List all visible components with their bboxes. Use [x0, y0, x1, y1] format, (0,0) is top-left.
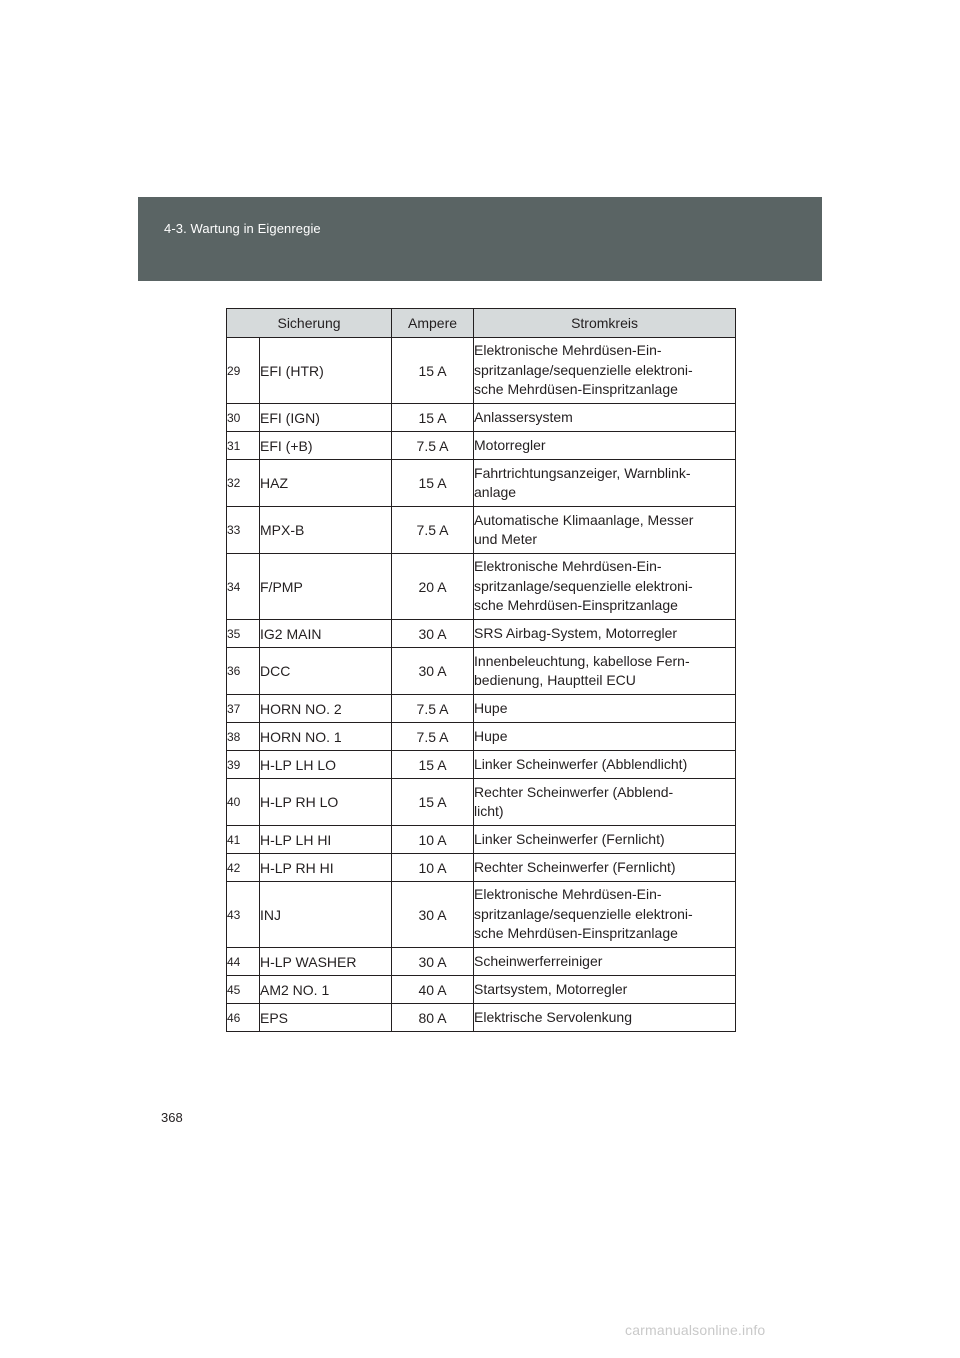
table-row	[227, 948, 736, 976]
fuse-name: AM2 NO. 1	[260, 976, 392, 1004]
section-title: 4-3. Wartung in Eigenregie	[164, 221, 321, 236]
fuse-number: 45	[227, 976, 260, 1004]
table-row	[227, 507, 736, 554]
fuse-number: 32	[227, 460, 260, 507]
ampere-value: 15 A	[392, 404, 474, 432]
ampere-value: 30 A	[392, 882, 474, 948]
fuse-name: HORN NO. 1	[260, 723, 392, 751]
column-header-fuse: Sicherung	[227, 309, 392, 338]
circuit-description: Automatische Klimaanlage, Messer und Meter	[474, 507, 736, 554]
circuit-description: Elektronische Mehrdüsen-Ein- spritzanlage/sequenzielle elektroni- sche Mehrdüsen-Einspritzanlage	[474, 338, 736, 404]
ampere-value: 30 A	[392, 648, 474, 695]
table-body	[227, 338, 736, 1032]
watermark: carmanualsonline.info	[625, 1322, 766, 1338]
circuit-description: Motorregler	[474, 432, 736, 460]
ampere-value: 15 A	[392, 338, 474, 404]
table-row	[227, 695, 736, 723]
ampere-value: 10 A	[392, 854, 474, 882]
ampere-value: 7.5 A	[392, 723, 474, 751]
ampere-value: 15 A	[392, 460, 474, 507]
fuse-number: 33	[227, 507, 260, 554]
fuse-table	[226, 308, 736, 1032]
ampere-value: 40 A	[392, 976, 474, 1004]
fuse-number: 35	[227, 620, 260, 648]
fuse-name: MPX-B	[260, 507, 392, 554]
fuse-number: 30	[227, 404, 260, 432]
ampere-value: 7.5 A	[392, 695, 474, 723]
section-header-band	[138, 197, 822, 281]
fuse-name: F/PMP	[260, 554, 392, 620]
table-row	[227, 460, 736, 507]
fuse-name: HAZ	[260, 460, 392, 507]
column-header-ampere: Ampere	[392, 309, 474, 338]
fuse-name: DCC	[260, 648, 392, 695]
fuse-number: 40	[227, 779, 260, 826]
ampere-value: 7.5 A	[392, 507, 474, 554]
circuit-description: Anlassersystem	[474, 404, 736, 432]
fuse-number: 34	[227, 554, 260, 620]
ampere-value: 30 A	[392, 948, 474, 976]
table-row	[227, 976, 736, 1004]
fuse-number: 31	[227, 432, 260, 460]
circuit-description: Startsystem, Motorregler	[474, 976, 736, 1004]
fuse-number: 36	[227, 648, 260, 695]
circuit-description: Elektrische Servolenkung	[474, 1004, 736, 1032]
table-row	[227, 779, 736, 826]
table-row	[227, 554, 736, 620]
fuse-number: 46	[227, 1004, 260, 1032]
circuit-description: Elektronische Mehrdüsen-Ein- spritzanlage/sequenzielle elektroni- sche Mehrdüsen-Einspritzanlage	[474, 554, 736, 620]
fuse-number: 38	[227, 723, 260, 751]
circuit-description: Innenbeleuchtung, kabellose Fern- bedienung, Hauptteil ECU	[474, 648, 736, 695]
fuse-name: H-LP RH HI	[260, 854, 392, 882]
fuse-name: IG2 MAIN	[260, 620, 392, 648]
ampere-value: 15 A	[392, 779, 474, 826]
table-row	[227, 432, 736, 460]
page-number: 368	[161, 1110, 183, 1125]
ampere-value: 30 A	[392, 620, 474, 648]
table-row	[227, 751, 736, 779]
table-row	[227, 854, 736, 882]
fuse-name: H-LP LH HI	[260, 826, 392, 854]
fuse-number: 37	[227, 695, 260, 723]
table-row	[227, 404, 736, 432]
circuit-description: Linker Scheinwerfer (Fernlicht)	[474, 826, 736, 854]
circuit-description: Rechter Scheinwerfer (Fernlicht)	[474, 854, 736, 882]
fuse-name: EFI (HTR)	[260, 338, 392, 404]
fuse-name: H-LP RH LO	[260, 779, 392, 826]
fuse-name: INJ	[260, 882, 392, 948]
table-row	[227, 648, 736, 695]
table-row	[227, 723, 736, 751]
column-header-circuit: Stromkreis	[474, 309, 736, 338]
ampere-value: 10 A	[392, 826, 474, 854]
table-row	[227, 882, 736, 948]
circuit-description: Rechter Scheinwerfer (Abblend- licht)	[474, 779, 736, 826]
table-row	[227, 338, 736, 404]
circuit-description: Fahrtrichtungsanzeiger, Warnblink- anlage	[474, 460, 736, 507]
circuit-description: Elektronische Mehrdüsen-Ein- spritzanlage/sequenzielle elektroni- sche Mehrdüsen-Einspritzanlage	[474, 882, 736, 948]
table-row	[227, 826, 736, 854]
circuit-description: Linker Scheinwerfer (Abblendlicht)	[474, 751, 736, 779]
table-header-row	[227, 309, 736, 338]
table-row	[227, 1004, 736, 1032]
circuit-description: Hupe	[474, 695, 736, 723]
fuse-name: HORN NO. 2	[260, 695, 392, 723]
circuit-description: Scheinwerferreiniger	[474, 948, 736, 976]
fuse-number: 41	[227, 826, 260, 854]
fuse-name: EFI (+B)	[260, 432, 392, 460]
fuse-number: 29	[227, 338, 260, 404]
circuit-description: Hupe	[474, 723, 736, 751]
fuse-name: EPS	[260, 1004, 392, 1032]
fuse-name: H-LP LH LO	[260, 751, 392, 779]
ampere-value: 15 A	[392, 751, 474, 779]
fuse-number: 43	[227, 882, 260, 948]
fuse-name: EFI (IGN)	[260, 404, 392, 432]
fuse-number: 44	[227, 948, 260, 976]
ampere-value: 7.5 A	[392, 432, 474, 460]
fuse-number: 39	[227, 751, 260, 779]
ampere-value: 80 A	[392, 1004, 474, 1032]
ampere-value: 20 A	[392, 554, 474, 620]
fuse-number: 42	[227, 854, 260, 882]
table-row	[227, 620, 736, 648]
circuit-description: SRS Airbag-System, Motorregler	[474, 620, 736, 648]
fuse-name: H-LP WASHER	[260, 948, 392, 976]
